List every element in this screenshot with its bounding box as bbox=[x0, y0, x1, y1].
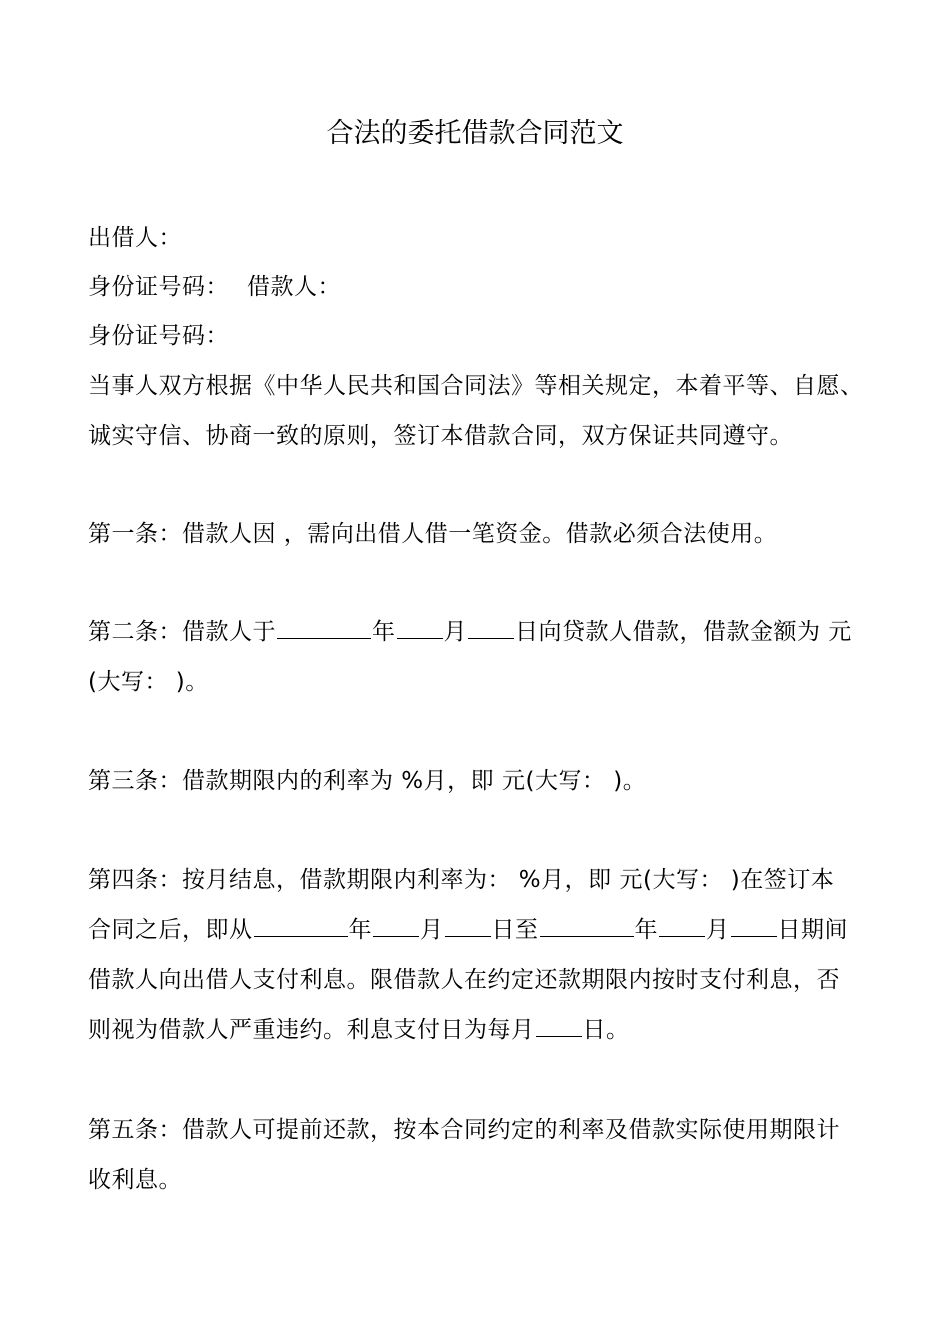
blank-start-month bbox=[373, 914, 419, 937]
article-1 bbox=[88, 518, 777, 550]
article-4-text-2g: 日期间 bbox=[777, 917, 848, 943]
blank-pay-day bbox=[536, 1014, 582, 1037]
id-label-2: 身份证号码： bbox=[88, 323, 229, 349]
blank-start-day bbox=[445, 914, 491, 937]
blank-end-month bbox=[659, 914, 705, 937]
blank-month bbox=[397, 616, 443, 639]
article-4-line-4 bbox=[88, 1014, 630, 1046]
id-line-2 bbox=[88, 320, 229, 352]
id-label: 身份证号码： bbox=[88, 274, 229, 300]
article-2-text-e: (大写： )。 bbox=[88, 669, 209, 695]
blank-year bbox=[277, 616, 371, 639]
document-title: 合法的委托借款合同范文 bbox=[326, 118, 624, 149]
article-4-text-4b: 日。 bbox=[582, 1017, 630, 1043]
preamble-text-1: 当事人双方根据《中华人民共和国合同法》等相关规定，本着平等、自愿、 bbox=[88, 373, 864, 399]
article-2-line-1 bbox=[88, 616, 852, 648]
article-4-text-2d: 日至 bbox=[491, 917, 539, 943]
preamble-line-2 bbox=[88, 420, 793, 452]
blank-start-year bbox=[254, 914, 348, 937]
article-5-text-2: 收利息。 bbox=[88, 1167, 182, 1193]
lender-label: 出借人： bbox=[88, 225, 182, 251]
article-2-text-a: 第二条：借款人于 bbox=[88, 619, 276, 645]
blank-end-day bbox=[731, 914, 777, 937]
article-2-line-2 bbox=[88, 666, 209, 698]
article-3 bbox=[88, 765, 646, 797]
preamble-line-1 bbox=[88, 370, 864, 402]
article-4-text-3: 借款人向出借人支付利息。限借款人在约定还款期限内按时支付利息，否 bbox=[88, 967, 840, 993]
article-4-line-2 bbox=[88, 914, 848, 946]
article-4-text-2f: 月 bbox=[706, 917, 730, 943]
article-2-text-d: 日向贷款人借款，借款金额为 元 bbox=[515, 619, 852, 645]
article-4-line-3 bbox=[88, 964, 840, 996]
article-4-text-4a: 则视为借款人严重违约。利息支付日为每月 bbox=[88, 1017, 535, 1043]
article-4-text-2c: 月 bbox=[420, 917, 444, 943]
article-1-text: 第一条：借款人因 ，需向出借人借一笔资金。借款必须合法使用。 bbox=[88, 521, 778, 547]
article-5-line-1 bbox=[88, 1114, 840, 1146]
borrower-label: 借款人： bbox=[247, 274, 341, 300]
article-4-line-1 bbox=[88, 864, 834, 896]
preamble-text-2: 诚实守信、协商一致的原则，签订本借款合同，双方保证共同遵守。 bbox=[88, 423, 793, 449]
id-borrower-line bbox=[88, 271, 341, 303]
blank-end-year bbox=[540, 914, 634, 937]
article-5-text-1: 第五条：借款人可提前还款，按本合同约定的利率及借款实际使用期限计 bbox=[88, 1117, 840, 1143]
article-5-line-2 bbox=[88, 1164, 182, 1196]
article-4-text-1: 第四条：按月结息，借款期限内利率为： %月，即 元(大写： )在签订本 bbox=[88, 867, 835, 893]
lender-line bbox=[88, 222, 182, 254]
article-2-text-c: 月 bbox=[443, 619, 467, 645]
blank-day bbox=[468, 616, 514, 639]
article-4-text-2e: 年 bbox=[634, 917, 658, 943]
article-2-text-b: 年 bbox=[372, 619, 396, 645]
article-4-text-2a: 合同之后，即从 bbox=[88, 917, 253, 943]
article-4-text-2b: 年 bbox=[348, 917, 372, 943]
article-3-text: 第三条：借款期限内的利率为 %月，即 元(大写： )。 bbox=[88, 768, 647, 794]
